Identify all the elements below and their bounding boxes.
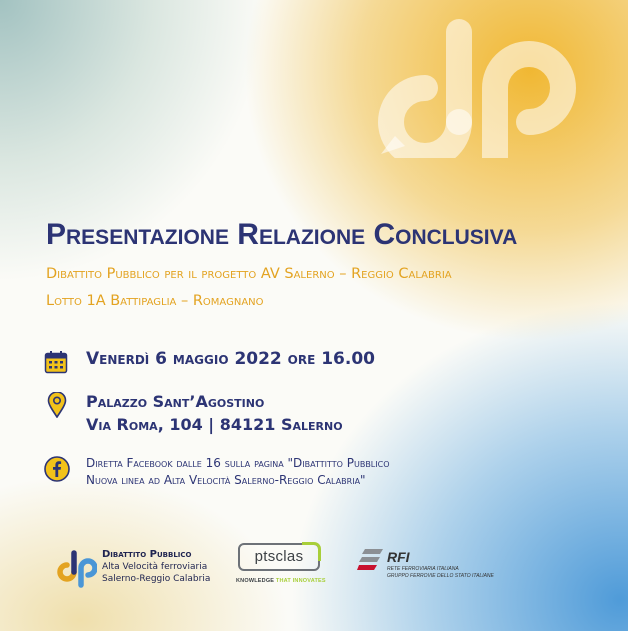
ptsclas-wordmark: ptsclas [254, 548, 304, 565]
facebook-info-line-2: Nuova linea ad Alta Velocità Salerno-Reggio Calabria" [86, 473, 366, 487]
dp-logo-subtitle-2: Salerno-Reggio Calabria [102, 574, 211, 584]
location-pin-icon [47, 392, 67, 418]
dp-logo-title: Dibattito Pubblico [102, 549, 192, 560]
venue-address: Via Roma, 104 | 84121 Salerno [86, 415, 343, 434]
facebook-icon [44, 456, 70, 482]
ptsclas-tagline [236, 578, 326, 584]
calendar-icon [44, 350, 68, 374]
ptsclas-tagline-prefix: KNOWLEDGE [236, 578, 275, 584]
lot-subtitle: Lotto 1A Battipaglia – Romagnano [46, 293, 264, 309]
dp-logo-icon [55, 549, 97, 589]
event-date: Venerdì 6 maggio 2022 ore 16.00 [86, 349, 376, 369]
rfi-subtitle-1: RETE FERROVIARIA ITALIANA [387, 566, 459, 572]
ptsclas-tagline-suffix: THAT INNOVATES [275, 578, 326, 584]
facebook-info-line-1: Diretta Facebook dalle 16 sulla pagina "Dibattitto Pubblico [86, 456, 390, 470]
rfi-subtitle-2: GRUPPO FERROVIE DELLO STATO ITALIANE [387, 573, 494, 579]
venue-name: Palazzo Sant’Agostino [86, 392, 265, 411]
project-subtitle: Dibattito Pubblico per il progetto AV Salerno – Reggio Calabria [46, 266, 452, 282]
dp-logo-subtitle-1: Alta Velocità ferroviaria [102, 562, 208, 572]
dibattito-pubblico-logo [55, 549, 215, 589]
rfi-wordmark: RFI [387, 549, 410, 565]
page-title: Presentazione Relazione Conclusiva [46, 218, 518, 251]
rfi-logo [357, 545, 494, 585]
ptsclas-logo [236, 541, 328, 589]
dp-monogram-icon [365, 18, 625, 158]
fs-arrow-icon [357, 547, 387, 573]
